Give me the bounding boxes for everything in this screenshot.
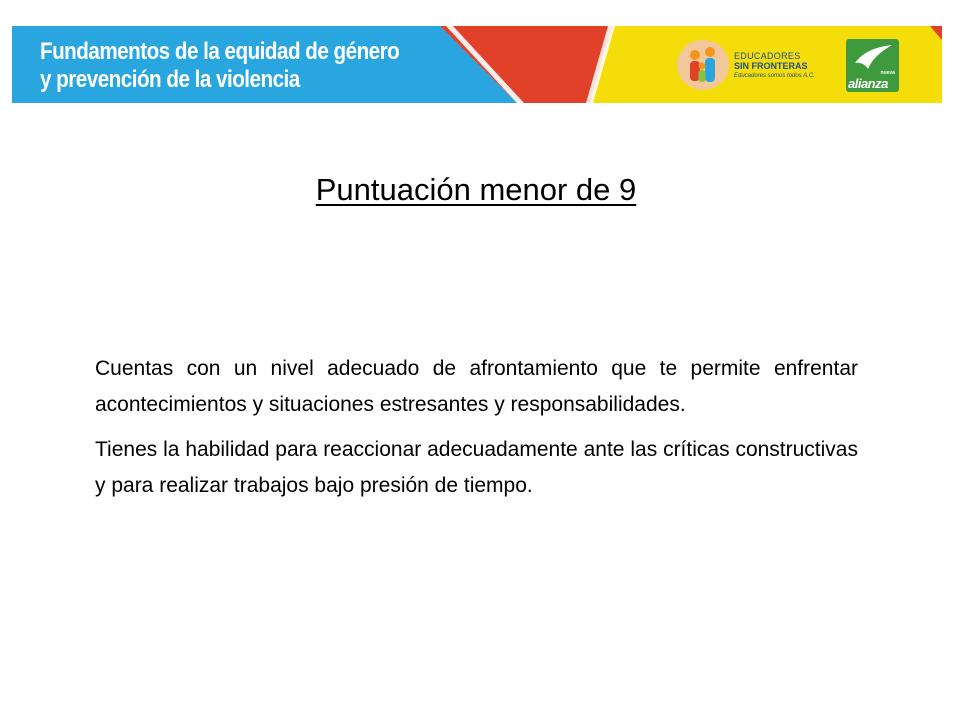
- people-family-icon: [676, 38, 732, 92]
- educadores-sin-fronteras-logo: [676, 38, 836, 92]
- body-paragraph-1: Cuentas con un nivel adecuado de afrontamiento que te permite enfrentar acontecimientos y situaciones estresantes y responsabilidades.: [95, 357, 858, 416]
- slide-heading: Puntuación menor de 9: [315, 172, 637, 207]
- header-banner: [12, 26, 942, 103]
- banner-title-line1: Fundamentos de la equidad de género: [40, 38, 400, 65]
- educadores-line2: SIN FRONTERAS: [734, 61, 808, 71]
- educadores-tagline: Educadores somos todos A.C.: [734, 73, 815, 79]
- banner-title-line2: y prevención de la violencia: [40, 66, 300, 93]
- nueva-alianza-wordmark: alianza: [848, 76, 888, 91]
- educadores-wordmark: [734, 52, 815, 79]
- banner-title: [40, 38, 399, 94]
- slide-body: [95, 351, 858, 513]
- educadores-line1: EDUCADORES: [734, 51, 801, 61]
- nueva-alianza-logo: [846, 39, 899, 92]
- body-paragraph-2: Tienes la habilidad para reaccionar adecuadamente ante las críticas constructivas y para realizar trabajos bajo presión de tiempo.: [95, 438, 858, 497]
- nueva-alianza-small: nueva: [880, 70, 895, 76]
